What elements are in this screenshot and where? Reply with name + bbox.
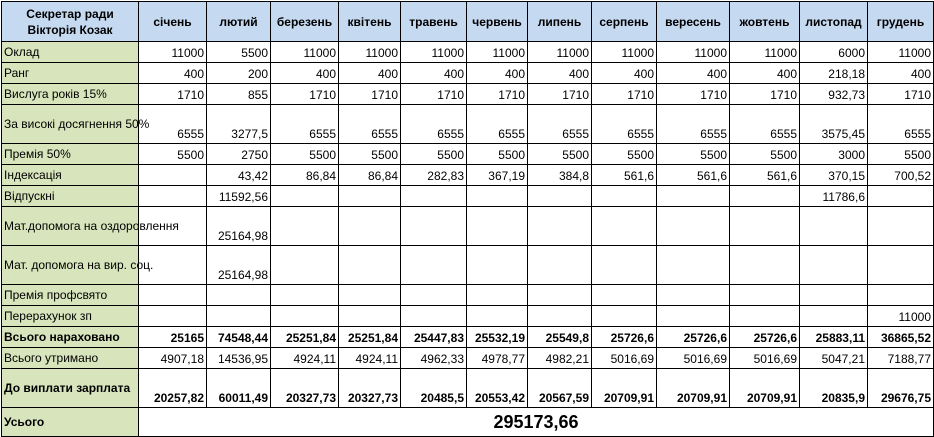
row-label[interactable]: Індексація	[2, 165, 139, 186]
value-cell[interactable]: 20327,73	[339, 369, 401, 408]
table-row	[2, 285, 934, 306]
value-cell[interactable]	[800, 207, 868, 246]
row-label[interactable]: Премія профсвято	[2, 285, 139, 306]
value-cell[interactable]	[657, 207, 730, 246]
month-header[interactable]: березень	[271, 2, 339, 42]
employee-name: Вікторія Козак	[27, 22, 113, 37]
value-cell[interactable]: 6555	[339, 105, 401, 144]
value-cell[interactable]: 4924,11	[339, 348, 401, 369]
month-header[interactable]: лютий	[207, 2, 271, 42]
value-cell[interactable]: 4978,77	[467, 348, 528, 369]
value-cell[interactable]	[139, 306, 207, 327]
value-cell[interactable]: 20485,5	[401, 369, 467, 408]
value-cell[interactable]	[657, 246, 730, 285]
value-cell[interactable]: 60011,49	[207, 369, 271, 408]
value-cell[interactable]	[800, 246, 868, 285]
row-label[interactable]: Відпускні	[2, 186, 139, 207]
total-label[interactable]: Усього	[2, 408, 139, 437]
value-cell[interactable]: 1710	[401, 84, 467, 105]
month-header[interactable]: червень	[467, 2, 528, 42]
employee-title-cell[interactable]	[2, 2, 139, 42]
value-cell[interactable]	[401, 285, 467, 306]
table-row	[2, 207, 934, 246]
value-cell[interactable]	[657, 306, 730, 327]
row-label[interactable]: Ранг	[2, 63, 139, 84]
value-cell[interactable]: 11000	[592, 42, 657, 63]
value-cell[interactable]: 5500	[207, 42, 271, 63]
value-cell[interactable]: 11000	[339, 42, 401, 63]
value-cell[interactable]	[467, 186, 528, 207]
value-cell[interactable]	[868, 246, 934, 285]
month-header[interactable]: серпень	[592, 2, 657, 42]
row-label[interactable]: За високі досягнення 50%	[2, 105, 139, 144]
value-cell[interactable]: 4907,18	[139, 348, 207, 369]
value-cell[interactable]	[730, 285, 800, 306]
value-cell[interactable]	[657, 186, 730, 207]
value-cell[interactable]	[800, 306, 868, 327]
value-cell[interactable]: 4924,11	[271, 348, 339, 369]
value-cell[interactable]: 6555	[271, 105, 339, 144]
value-cell[interactable]: 25164,98	[207, 246, 271, 285]
value-cell[interactable]: 25549,8	[528, 327, 592, 348]
value-cell[interactable]: 25883,11	[800, 327, 868, 348]
table-row	[2, 63, 934, 84]
table-row	[2, 165, 934, 186]
value-cell[interactable]: 5500	[657, 144, 730, 165]
value-cell[interactable]: 11000	[467, 42, 528, 63]
value-cell[interactable]	[868, 285, 934, 306]
table-row	[2, 348, 934, 369]
value-cell[interactable]	[401, 246, 467, 285]
table-row	[2, 369, 934, 408]
value-cell[interactable]: 14536,95	[207, 348, 271, 369]
month-header[interactable]: листопад	[800, 2, 868, 42]
month-header[interactable]: грудень	[868, 2, 934, 42]
value-cell[interactable]: 5500	[467, 144, 528, 165]
employee-position: Секретар ради	[26, 6, 114, 21]
value-cell[interactable]	[271, 246, 339, 285]
value-cell[interactable]: 2750	[207, 144, 271, 165]
value-cell[interactable]: 25164,98	[207, 207, 271, 246]
value-cell[interactable]	[339, 306, 401, 327]
value-cell[interactable]: 25726,6	[592, 327, 657, 348]
value-cell[interactable]: 400	[657, 63, 730, 84]
value-cell[interactable]	[271, 207, 339, 246]
value-cell[interactable]: 25251,84	[339, 327, 401, 348]
month-header[interactable]: липень	[528, 2, 592, 42]
value-cell[interactable]: 20835,9	[800, 369, 868, 408]
value-cell[interactable]: 3277,5	[207, 105, 271, 144]
table-row	[2, 84, 934, 105]
value-cell[interactable]	[528, 306, 592, 327]
value-cell[interactable]: 5500	[271, 144, 339, 165]
value-cell[interactable]: 20553,42	[467, 369, 528, 408]
value-cell[interactable]: 25251,84	[271, 327, 339, 348]
value-cell[interactable]	[207, 285, 271, 306]
value-cell[interactable]	[271, 186, 339, 207]
value-cell[interactable]: 5047,21	[800, 348, 868, 369]
total-value[interactable]: 295173,66	[139, 408, 934, 437]
value-cell[interactable]: 367,19	[467, 165, 528, 186]
table-row	[2, 246, 934, 285]
value-cell[interactable]: 5500	[139, 144, 207, 165]
row-label[interactable]: Мат.допомога на оздоровлення	[2, 207, 139, 246]
value-cell[interactable]: 218,18	[800, 63, 868, 84]
value-cell[interactable]: 1710	[868, 84, 934, 105]
value-cell[interactable]: 3000	[800, 144, 868, 165]
row-label[interactable]: Всього утримано	[2, 348, 139, 369]
header-row	[2, 2, 934, 42]
value-cell[interactable]: 25726,6	[657, 327, 730, 348]
value-cell[interactable]: 6555	[730, 105, 800, 144]
row-label[interactable]: Премія 50%	[2, 144, 139, 165]
value-cell[interactable]: 11000	[401, 42, 467, 63]
value-cell[interactable]: 6555	[467, 105, 528, 144]
value-cell[interactable]	[467, 306, 528, 327]
value-cell[interactable]: 5500	[339, 144, 401, 165]
value-cell[interactable]	[730, 207, 800, 246]
value-cell[interactable]: 6555	[401, 105, 467, 144]
value-cell[interactable]: 5500	[401, 144, 467, 165]
value-cell[interactable]: 561,6	[730, 165, 800, 186]
value-cell[interactable]: 29676,75	[868, 369, 934, 408]
value-cell[interactable]: 11000	[139, 42, 207, 63]
value-cell[interactable]: 1710	[657, 84, 730, 105]
row-label[interactable]: До виплати зарплата	[2, 369, 139, 408]
value-cell[interactable]: 561,6	[657, 165, 730, 186]
value-cell[interactable]	[528, 285, 592, 306]
value-cell[interactable]: 25532,19	[467, 327, 528, 348]
value-cell[interactable]	[800, 285, 868, 306]
value-cell[interactable]	[592, 207, 657, 246]
value-cell[interactable]: 1710	[271, 84, 339, 105]
row-label[interactable]: Всього нараховано	[2, 327, 139, 348]
month-header[interactable]: квітень	[339, 2, 401, 42]
value-cell[interactable]: 200	[207, 63, 271, 84]
value-cell[interactable]: 11000	[657, 42, 730, 63]
value-cell[interactable]: 20567,59	[528, 369, 592, 408]
value-cell[interactable]: 25447,83	[401, 327, 467, 348]
value-cell[interactable]: 282,83	[401, 165, 467, 186]
row-label[interactable]: Перерахунок зп	[2, 306, 139, 327]
value-cell[interactable]: 43,42	[207, 165, 271, 186]
value-cell[interactable]: 25726,6	[730, 327, 800, 348]
value-cell[interactable]: 5500	[592, 144, 657, 165]
value-cell[interactable]: 20257,82	[139, 369, 207, 408]
value-cell[interactable]	[467, 207, 528, 246]
value-cell[interactable]	[467, 285, 528, 306]
value-cell[interactable]: 6555	[592, 105, 657, 144]
value-cell[interactable]: 6000	[800, 42, 868, 63]
value-cell[interactable]: 86,84	[271, 165, 339, 186]
value-cell[interactable]	[401, 207, 467, 246]
value-cell[interactable]: 6555	[528, 105, 592, 144]
value-cell[interactable]	[730, 306, 800, 327]
table-row	[2, 42, 934, 63]
value-cell[interactable]: 400	[868, 63, 934, 84]
value-cell[interactable]: 1710	[528, 84, 592, 105]
value-cell[interactable]: 11786,6	[800, 186, 868, 207]
value-cell[interactable]: 11592,56	[207, 186, 271, 207]
value-cell[interactable]: 400	[271, 63, 339, 84]
value-cell[interactable]: 11000	[730, 42, 800, 63]
value-cell[interactable]: 4962,33	[401, 348, 467, 369]
value-cell[interactable]: 11000	[868, 42, 934, 63]
value-cell[interactable]	[592, 246, 657, 285]
value-cell[interactable]	[657, 285, 730, 306]
value-cell[interactable]: 3575,45	[800, 105, 868, 144]
value-cell[interactable]: 1710	[730, 84, 800, 105]
value-cell[interactable]	[592, 186, 657, 207]
row-label[interactable]: Оклад	[2, 42, 139, 63]
value-cell[interactable]	[467, 246, 528, 285]
value-cell[interactable]: 855	[207, 84, 271, 105]
month-header[interactable]: січень	[139, 2, 207, 42]
value-cell[interactable]: 932,73	[800, 84, 868, 105]
value-cell[interactable]: 1710	[139, 84, 207, 105]
value-cell[interactable]: 11000	[271, 42, 339, 63]
table-body	[2, 42, 934, 408]
table-row	[2, 105, 934, 144]
value-cell[interactable]: 5016,69	[657, 348, 730, 369]
value-cell[interactable]: 7188,77	[868, 348, 934, 369]
table-row	[2, 327, 934, 348]
value-cell[interactable]: 5500	[528, 144, 592, 165]
value-cell[interactable]	[868, 186, 934, 207]
value-cell[interactable]: 11000	[528, 42, 592, 63]
month-header[interactable]: вересень	[657, 2, 730, 42]
value-cell[interactable]	[339, 207, 401, 246]
value-cell[interactable]	[730, 246, 800, 285]
value-cell[interactable]	[592, 285, 657, 306]
value-cell[interactable]: 5500	[730, 144, 800, 165]
value-cell[interactable]: 5016,69	[730, 348, 800, 369]
value-cell[interactable]	[271, 306, 339, 327]
row-label[interactable]: Мат. допомога на вир. соц.	[2, 246, 139, 285]
value-cell[interactable]	[592, 306, 657, 327]
value-cell[interactable]: 700,52	[868, 165, 934, 186]
value-cell[interactable]	[401, 306, 467, 327]
value-cell[interactable]: 86,84	[339, 165, 401, 186]
value-cell[interactable]: 36865,52	[868, 327, 934, 348]
value-cell[interactable]	[528, 186, 592, 207]
value-cell[interactable]: 1710	[592, 84, 657, 105]
value-cell[interactable]	[730, 186, 800, 207]
row-label[interactable]: Вислуга років 15%	[2, 84, 139, 105]
value-cell[interactable]: 6555	[868, 105, 934, 144]
value-cell[interactable]: 74548,44	[207, 327, 271, 348]
value-cell[interactable]	[528, 246, 592, 285]
salary-table	[1, 1, 934, 437]
value-cell[interactable]	[207, 306, 271, 327]
table-row	[2, 306, 934, 327]
value-cell[interactable]: 25165	[139, 327, 207, 348]
month-header[interactable]: жовтень	[730, 2, 800, 42]
value-cell[interactable]: 400	[528, 63, 592, 84]
value-cell[interactable]: 400	[139, 63, 207, 84]
table-row	[2, 144, 934, 165]
value-cell[interactable]: 400	[592, 63, 657, 84]
value-cell[interactable]: 20709,91	[730, 369, 800, 408]
value-cell[interactable]	[139, 165, 207, 186]
value-cell[interactable]: 400	[401, 63, 467, 84]
value-cell[interactable]	[271, 285, 339, 306]
value-cell[interactable]	[401, 186, 467, 207]
value-cell[interactable]: 400	[339, 63, 401, 84]
value-cell[interactable]	[868, 207, 934, 246]
value-cell[interactable]	[339, 186, 401, 207]
value-cell[interactable]: 20709,91	[657, 369, 730, 408]
value-cell[interactable]: 11000	[868, 306, 934, 327]
value-cell[interactable]: 5500	[868, 144, 934, 165]
value-cell[interactable]: 370,15	[800, 165, 868, 186]
table-row	[2, 186, 934, 207]
value-cell[interactable]: 6555	[657, 105, 730, 144]
value-cell[interactable]: 1710	[467, 84, 528, 105]
value-cell[interactable]: 6555	[139, 105, 207, 144]
value-cell[interactable]: 400	[467, 63, 528, 84]
value-cell[interactable]	[139, 186, 207, 207]
value-cell[interactable]: 4982,21	[528, 348, 592, 369]
value-cell[interactable]: 20327,73	[271, 369, 339, 408]
value-cell[interactable]: 5016,69	[592, 348, 657, 369]
value-cell[interactable]: 20709,91	[592, 369, 657, 408]
value-cell[interactable]	[339, 285, 401, 306]
value-cell[interactable]: 400	[730, 63, 800, 84]
value-cell[interactable]: 561,6	[592, 165, 657, 186]
value-cell[interactable]	[139, 285, 207, 306]
value-cell[interactable]: 1710	[339, 84, 401, 105]
total-row	[2, 408, 934, 437]
value-cell[interactable]	[339, 246, 401, 285]
value-cell[interactable]	[528, 207, 592, 246]
value-cell[interactable]: 384,8	[528, 165, 592, 186]
month-header[interactable]: травень	[401, 2, 467, 42]
